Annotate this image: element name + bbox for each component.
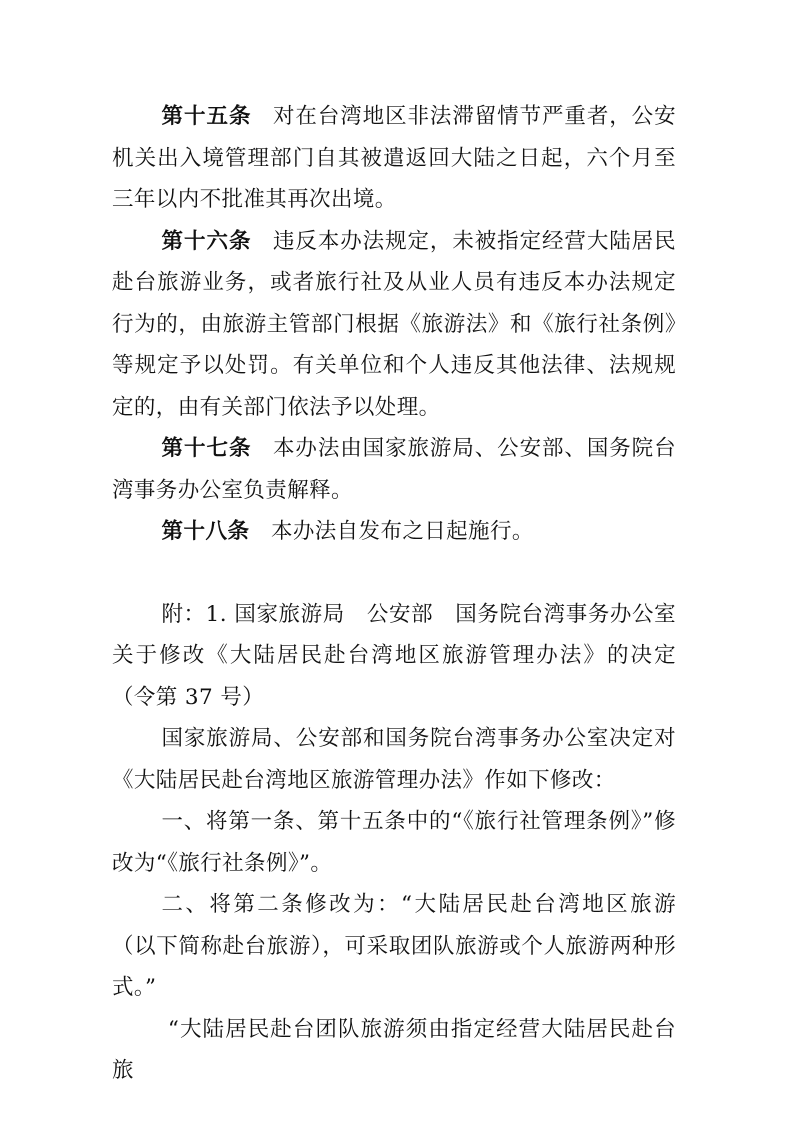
article-18-text: 本办法自发布之日起施行。	[270, 519, 534, 544]
appendix-paragraph: 国家旅游局、公安部和国务院台湾事务办公室决定对《大陆居民赴台湾地区旅游管理办法》作如下修改：	[112, 726, 676, 793]
article-17-title: 第十七条	[161, 436, 252, 461]
appendix-paragraph: “大陆居民赴台团队旅游须由指定经营大陆居民赴台旅	[112, 1016, 676, 1083]
article-16-text: 违反本办法规定，未被指定经营大陆居民赴台旅游业务，或者旅行社及从业人员有违反本办法规定行为的，由旅游主管部门根据《旅游法》和《旅行社条例》等规定予以处罚。有关单位和个人违反其他法律、法规规定的，由有关部门依法予以处理。	[112, 228, 676, 420]
article-18-title: 第十八条	[161, 519, 250, 544]
article-15	[112, 96, 676, 221]
appendix-heading: 附：1. 国家旅游局 公安部 国务院台湾事务办公室关于修改《大陆居民赴台湾地区旅游管理办法》的决定（令第 37 号）	[112, 601, 676, 710]
article-17	[112, 428, 676, 511]
appendix-paragraph: 一、将第一条、第十五条中的“《旅行社管理条例》”修改为“《旅行社条例》”。	[112, 809, 676, 876]
article-15-text: 对在台湾地区非法滞留情节严重者，公安机关出入境管理部门自其被遣返回大陆之日起，六个月至三年以内不批准其再次出境。	[112, 104, 676, 212]
article-17-text: 本办法由国家旅游局、公安部、国务院台湾事务办公室负责解释。	[112, 436, 676, 503]
appendix-paragraph: 二、将第二条修改为：“大陆居民赴台湾地区旅游（以下简称赴台旅游），可采取团队旅游或个人旅游两种形式。”	[112, 892, 676, 1000]
article-15-title: 第十五条	[161, 104, 252, 129]
article-16	[112, 221, 676, 429]
document-page	[112, 96, 676, 1092]
article-18	[112, 511, 676, 553]
article-16-title: 第十六条	[161, 228, 252, 254]
